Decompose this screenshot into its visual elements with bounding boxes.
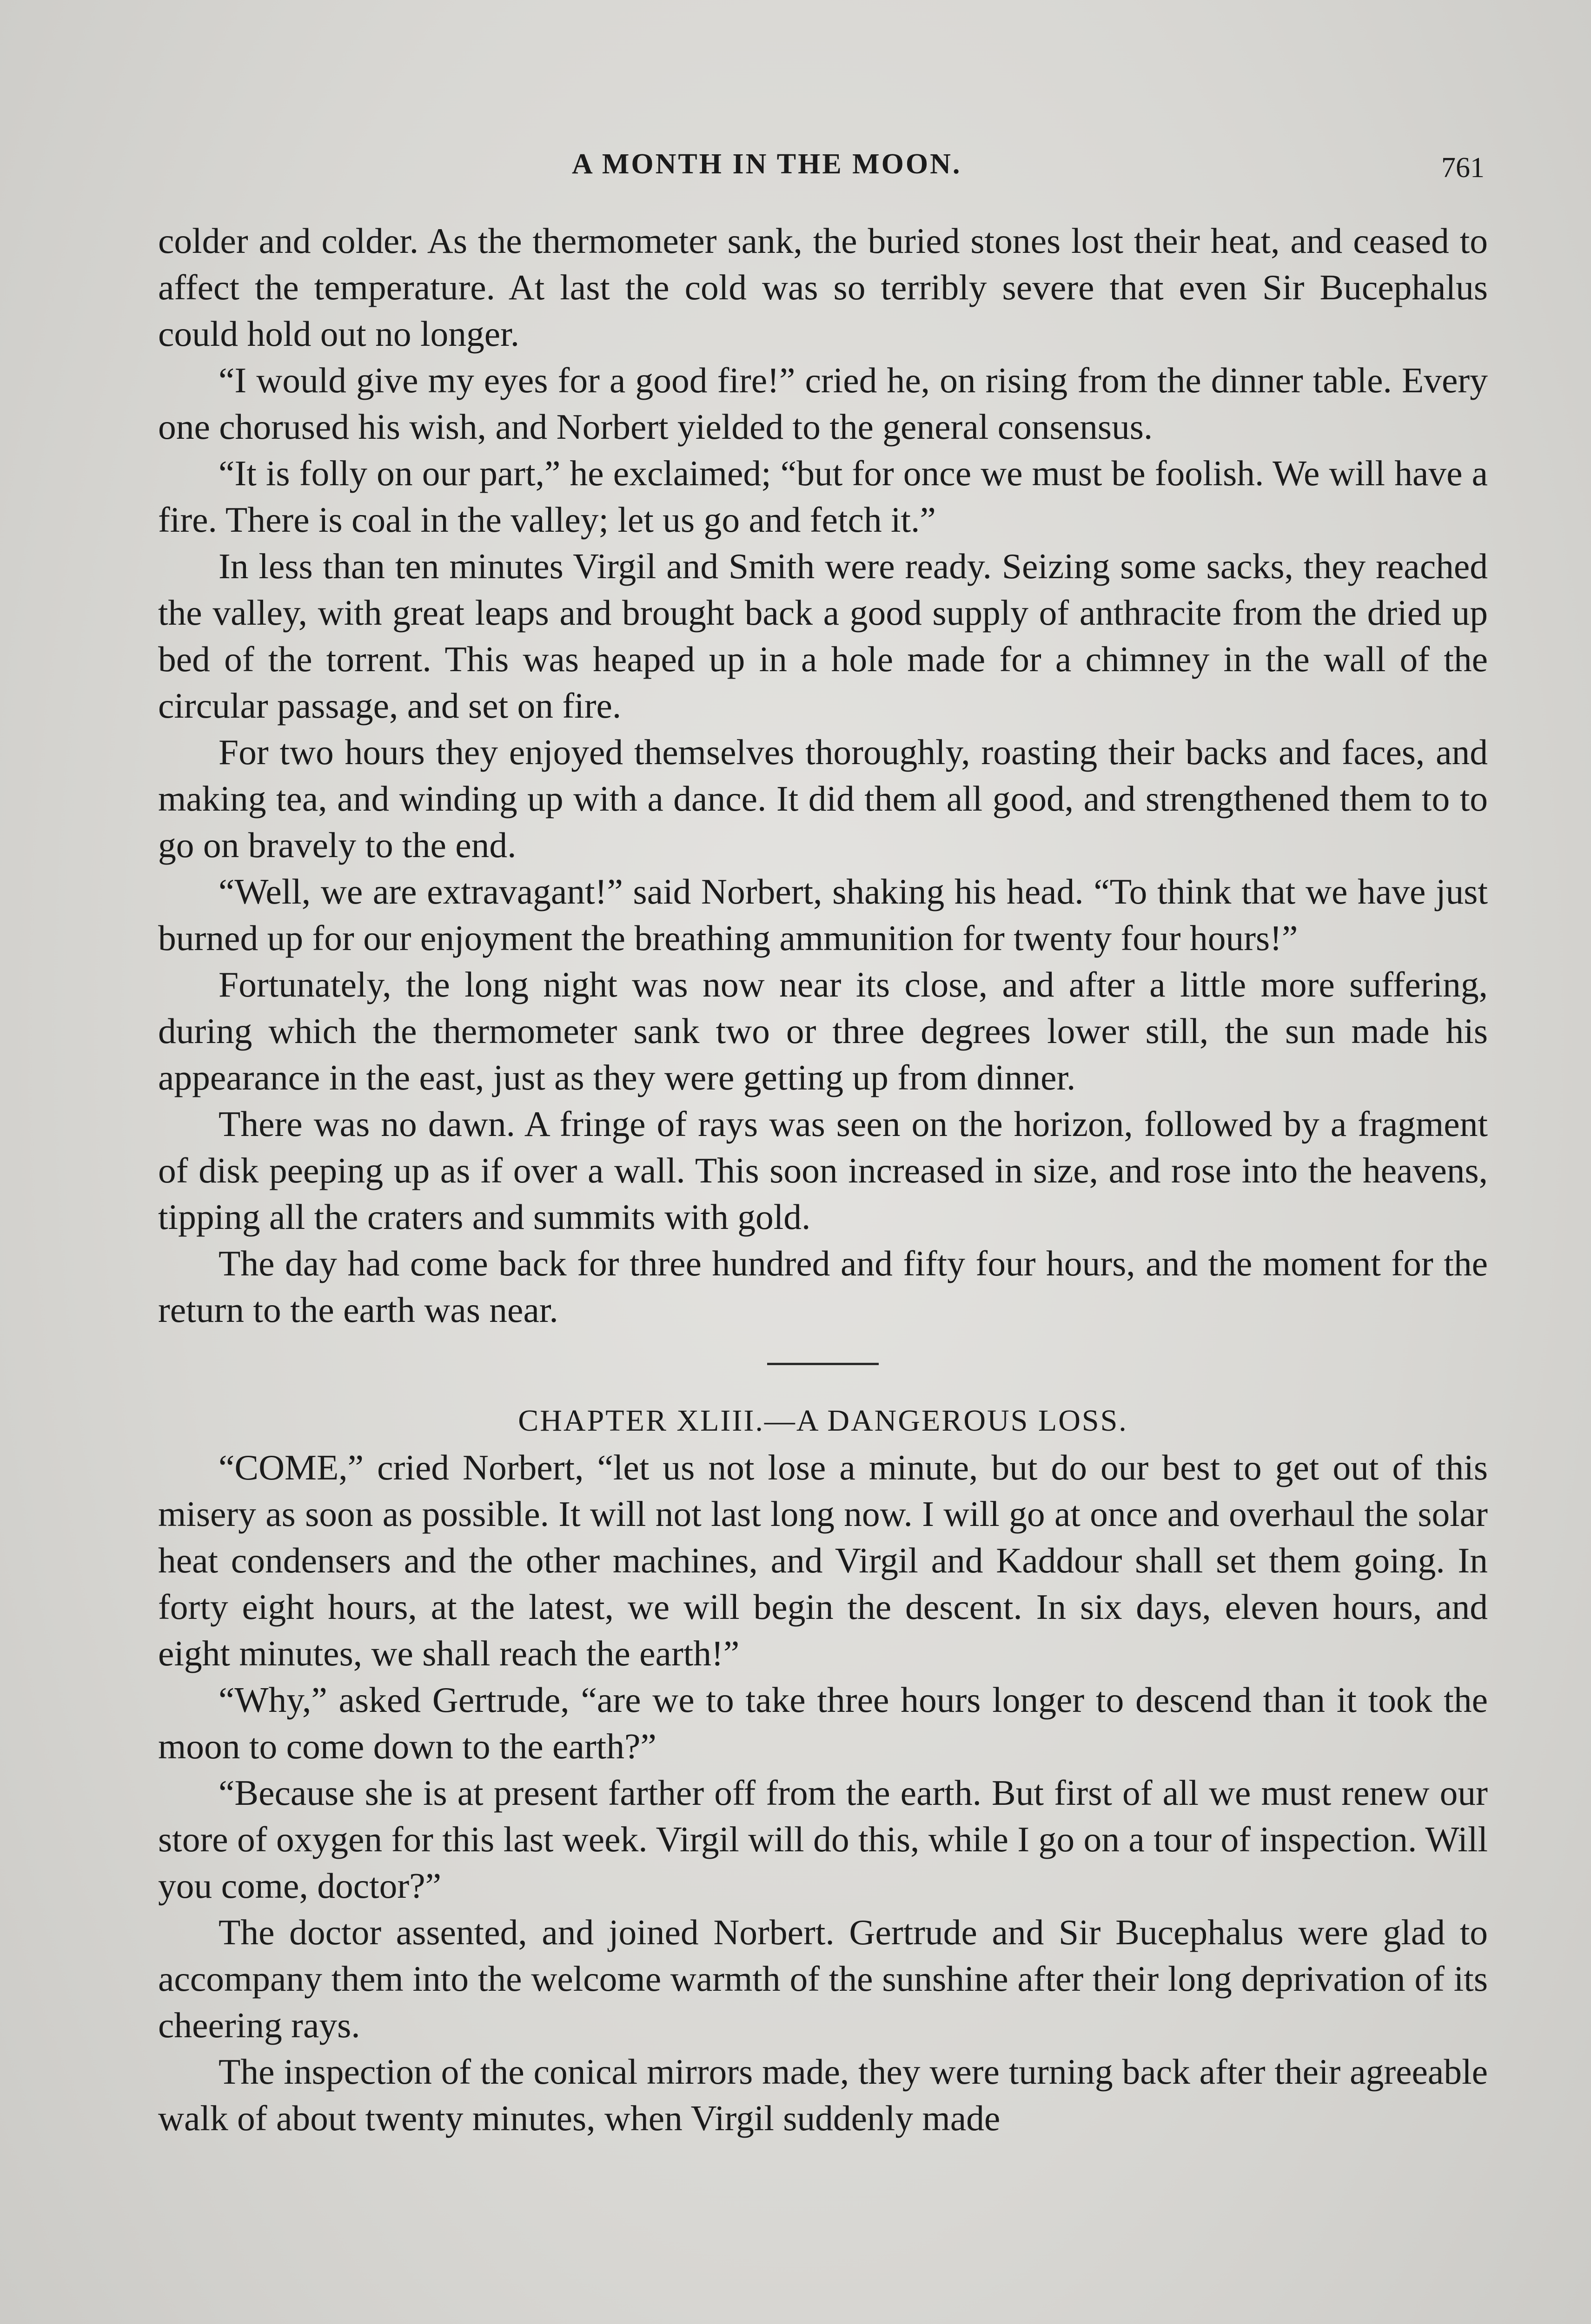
body-text [158,218,1488,2141]
paragraph: “I would give my eyes for a good fire!” cried he, on rising from the dinner table. Every one chorused his wish, and Norbert yielded to the general consensus. [158,360,1488,447]
chapter-heading: CHAPTER XLIII.—A DANGEROUS LOSS. [518,1404,1128,1438]
paragraph: “COME,” cried Norbert, “let us not lose a minute, but do our best to get out of this misery as soon as possible. It will not last long now. I will go at once and overhaul the solar heat condensers and the other machines, and Virgil and Kaddour shall set them going. In forty eight hours, at the latest, we will begin the descent. In six days, eleven hours, and eight minutes, we shall reach the earth!” [158,1447,1488,1673]
paragraph: For two hours they enjoyed themselves thoroughly, roasting their backs and faces, and making tea, and winding up with a dance. It did them all good, and strengthened them to to go on bravely to the end. [158,732,1488,865]
paragraph: “Well, we are extravagant!” said Norbert, shaking his head. “To think that we have just burned up for our enjoyment the breathing ammunition for twenty four hours!” [158,872,1488,958]
paragraph: colder and colder. As the thermometer sank, the buried stones lost their heat, and ceased to affect the temperature. At last the cold was so terribly severe that even Sir Bucephalus could hold out no longer. [158,221,1488,354]
paragraph: Fortunately, the long night was now near its close, and after a little more suffering, during which the thermometer sank two or three degrees lower still, the sun made his appearance in the east, just as they were getting up from dinner. [158,964,1488,1097]
paragraph: “It is folly on our part,” he exclaimed; “but for once we must be foolish. We will have a fire. There is coal in the valley; let us go and fetch it.” [158,453,1488,540]
paragraph: The doctor assented, and joined Norbert. Gertrude and Sir Bucephalus were glad to accompany them into the welcome warmth of the sunshine after their long deprivation of its cheering rays. [158,1912,1488,2045]
paragraph: “Why,” asked Gertrude, “are we to take three hours longer to descend than it took the moon to come down to the earth?” [158,1680,1488,1766]
page-number: 761 [1441,152,1485,184]
paragraph: The day had come back for three hundred and fifty four hours, and the moment for the return to the earth was near. [158,1243,1488,1330]
section-divider [767,1363,879,1365]
running-title: A MONTH IN THE MOON. [572,148,962,180]
page-header [0,148,1591,190]
paragraph: There was no dawn. A fringe of rays was seen on the horizon, followed by a fragment of disk peeping up as if over a wall. This soon increased in size, and rose into the heavens, tipping all the craters and summits with gold. [158,1104,1488,1237]
paragraph: “Because she is at present farther off from the earth. But first of all we must renew our store of oxygen for this last week. Virgil will do this, while I go on a tour of inspection. Will you come, doctor?” [158,1773,1488,1906]
paragraph: In less than ten minutes Virgil and Smith were ready. Seizing some sacks, they reached the valley, with great leaps and brought back a good supply of anthracite from the dried up bed of the torrent. This was heaped up in a hole made for a chimney in the wall of the circular passage, and set on fire. [158,546,1488,726]
paragraph: The inspection of the conical mirrors made, they were turning back after their agreeable walk of about twenty minutes, when Virgil suddenly made [158,2052,1488,2138]
